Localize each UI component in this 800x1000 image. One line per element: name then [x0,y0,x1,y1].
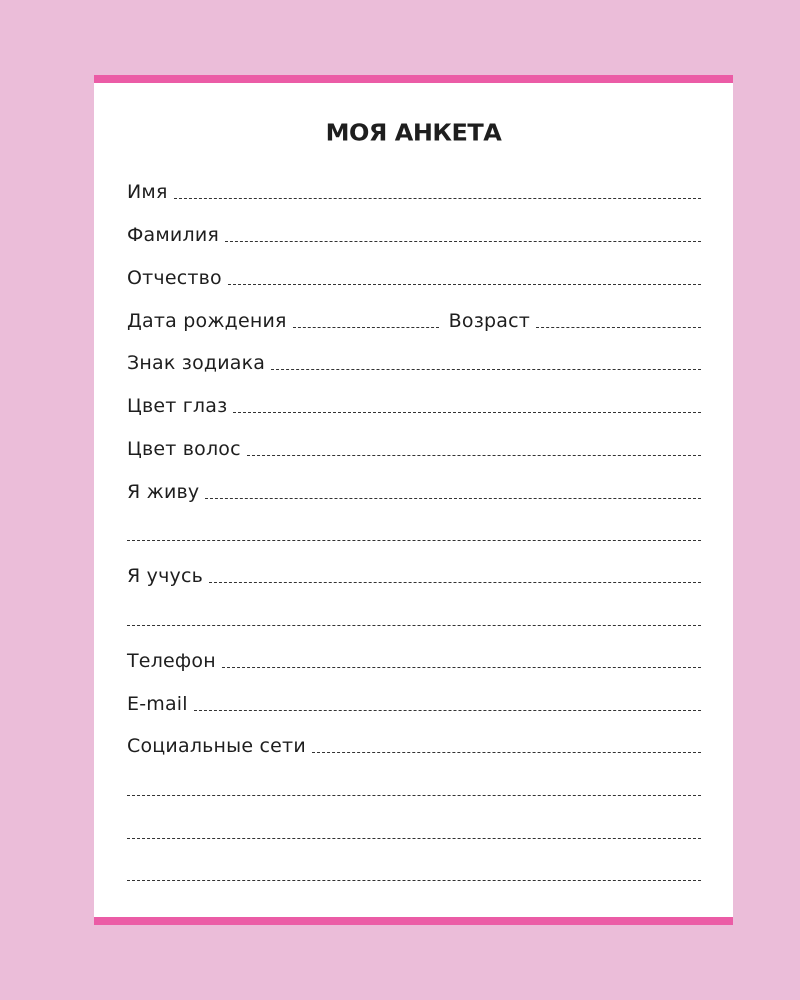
phone-label: Телефон [127,650,216,672]
name-field[interactable] [174,198,701,199]
study-label: Я учусь [127,565,203,587]
row-social-extra-3 [127,857,701,885]
birthdate-label: Дата рождения [127,310,287,332]
row-social-extra-2 [127,815,701,843]
row-hair-color [127,432,701,460]
page-title: МОЯ АНКЕТА [325,119,502,147]
live-label: Я живу [127,481,200,503]
form-rows [127,83,701,917]
birthdate-field[interactable] [293,327,439,328]
eye-color-label: Цвет глаз [127,395,228,417]
surname-label: Фамилия [127,224,220,246]
patronymic-field[interactable] [228,284,701,285]
row-live-continued [127,517,701,545]
row-surname [127,218,701,246]
social-field-extra-3[interactable] [127,880,701,881]
row-phone [127,644,701,672]
social-field-extra-2[interactable] [127,838,701,839]
social-label: Социальные сети [127,735,306,757]
questionnaire-card [94,75,733,925]
zodiac-field[interactable] [271,369,701,370]
study-field-continued[interactable] [127,625,701,626]
row-patronymic [127,261,701,289]
age-label: Возраст [448,310,531,332]
row-study [127,559,701,587]
email-label: E-mail [127,693,188,715]
patronymic-label: Отчество [127,267,222,289]
social-field[interactable] [312,752,701,753]
row-birthdate-age [127,304,701,332]
study-field[interactable] [209,582,701,583]
row-eye-color [127,389,701,417]
zodiac-label: Знак зодиака [127,352,266,374]
row-name [127,175,701,203]
email-field[interactable] [194,710,701,711]
name-label: Имя [127,181,168,203]
row-email [127,687,701,715]
social-field-extra-1[interactable] [127,795,701,796]
surname-field[interactable] [225,241,701,242]
age-field[interactable] [536,327,701,328]
eye-color-field[interactable] [233,412,701,413]
phone-field[interactable] [222,667,701,668]
row-social-extra-1 [127,772,701,800]
hair-color-label: Цвет волос [127,438,241,460]
live-field-continued[interactable] [127,540,701,541]
row-zodiac [127,346,701,374]
live-field[interactable] [205,498,701,499]
hair-color-field[interactable] [247,455,701,456]
row-live [127,475,701,503]
row-social [127,729,701,757]
row-study-continued [127,602,701,630]
